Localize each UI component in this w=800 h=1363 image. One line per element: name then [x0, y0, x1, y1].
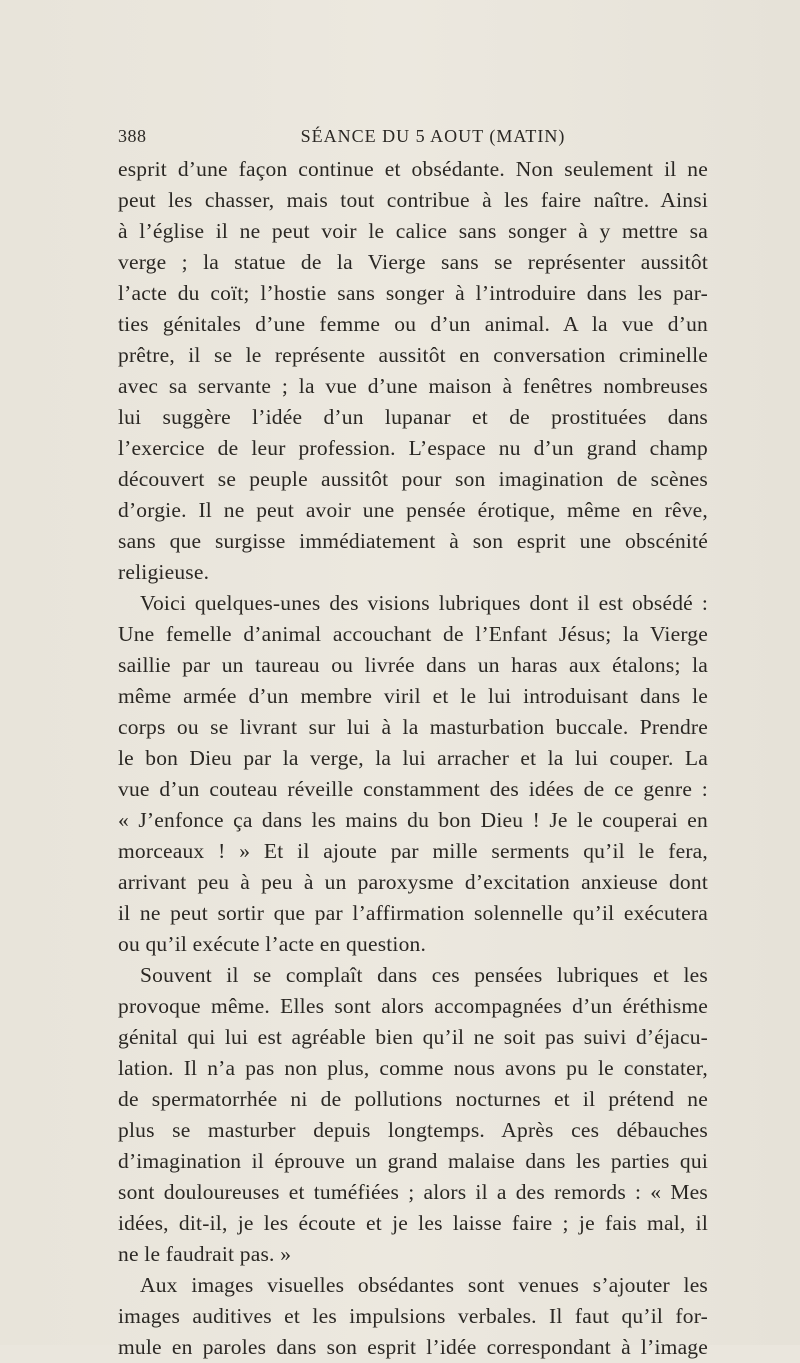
text-line: Aux images visuelles obsédantes sont venues s’ajouter les	[140, 1273, 708, 1297]
text-line: plus se masturber depuis longtemps. Après ces débauches	[118, 1118, 708, 1142]
text-line: découvert se peuple aussitôt pour son imagination de scènes	[118, 467, 708, 491]
text-line: provoque même. Elles sont alors accompagnées d’un éréthisme	[118, 994, 708, 1018]
text-line: lation. Il n’a pas non plus, comme nous avons pu le constater,	[118, 1056, 708, 1080]
text-line: verge ; la statue de la Vierge sans se représenter aussitôt	[118, 250, 708, 274]
text-line: lui suggère l’idée d’un lupanar et de prostituées dans	[118, 405, 708, 429]
text-line: même armée d’un membre viril et le lui introduisant dans le	[118, 684, 708, 708]
text-line: de spermatorrhée ni de pollutions nocturnes et il prétend ne	[118, 1087, 708, 1111]
text-line: images auditives et les impulsions verbales. Il faut qu’il for-	[118, 1304, 708, 1328]
text-line: prêtre, il se le représente aussitôt en conversation criminelle	[118, 343, 708, 367]
text-line: morceaux ! » Et il ajoute par mille serments qu’il le fera,	[118, 839, 708, 863]
text-line: il ne peut sortir que par l’affirmation solennelle qu’il exécutera	[118, 901, 708, 925]
text-line: Une femelle d’animal accouchant de l’Enfant Jésus; la Vierge	[118, 622, 708, 646]
text-line: d’imagination il éprouve un grand malaise dans les parties qui	[118, 1149, 708, 1173]
text-line: Souvent il se complaît dans ces pensées lubriques et les	[140, 963, 708, 987]
text-line: le bon Dieu par la verge, la lui arracher et la lui couper. La	[118, 746, 708, 770]
running-title: SÉANCE DU 5 AOUT (MATIN)	[300, 126, 566, 146]
text-line: idées, dit-il, je les écoute et je les laisse faire ; je fais mal, il	[118, 1211, 708, 1235]
text-line: d’orgie. Il ne peut avoir une pensée érotique, même en rêve,	[118, 498, 708, 522]
page-number: 388	[118, 126, 147, 146]
text-line: « J’enfonce ça dans les mains du bon Dieu ! Je le couperai en	[118, 808, 708, 832]
page-header	[118, 126, 708, 150]
text-line: sans que surgisse immédiatement à son esprit une obscénité	[118, 529, 708, 553]
text-line: sont douloureuses et tuméfiées ; alors il a des remords : « Mes	[118, 1180, 708, 1204]
text-line: à l’église il ne peut voir le calice sans songer à y mettre sa	[118, 219, 708, 243]
text-line: avec sa servante ; la vue d’une maison à fenêtres nombreuses	[118, 374, 708, 398]
text-line: Voici quelques-unes des visions lubriques dont il est obsédé :	[140, 591, 708, 615]
text-line: l’acte du coït; l’hostie sans songer à l’introduire dans les par-	[118, 281, 708, 305]
text-line: vue d’un couteau réveille constamment des idées de ce genre :	[118, 777, 708, 801]
text-line: ne le faudrait pas. »	[118, 1242, 292, 1266]
text-line: génital qui lui est agréable bien qu’il ne soit pas suivi d’éjacu-	[118, 1025, 708, 1049]
text-line: ou qu’il exécute l’acte en question.	[118, 932, 427, 956]
text-line: l’exercice de leur profession. L’espace nu d’un grand champ	[118, 436, 708, 460]
text-line: peut les chasser, mais tout contribue à les faire naître. Ainsi	[118, 188, 708, 212]
text-line: ties génitales d’une femme ou d’un animal. A la vue d’un	[118, 312, 708, 336]
text-line: saillie par un taureau ou livrée dans un haras aux étalons; la	[118, 653, 708, 677]
body-text	[118, 154, 708, 1363]
text-line: arrivant peu à peu à un paroxysme d’excitation anxieuse dont	[118, 870, 708, 894]
text-line: corps ou se livrant sur lui à la masturbation buccale. Prendre	[118, 715, 708, 739]
text-line: religieuse.	[118, 560, 210, 584]
text-line: mule en paroles dans son esprit l’idée correspondant à l’image	[118, 1335, 708, 1359]
text-line: esprit d’une façon continue et obsédante. Non seulement il ne	[118, 157, 708, 181]
